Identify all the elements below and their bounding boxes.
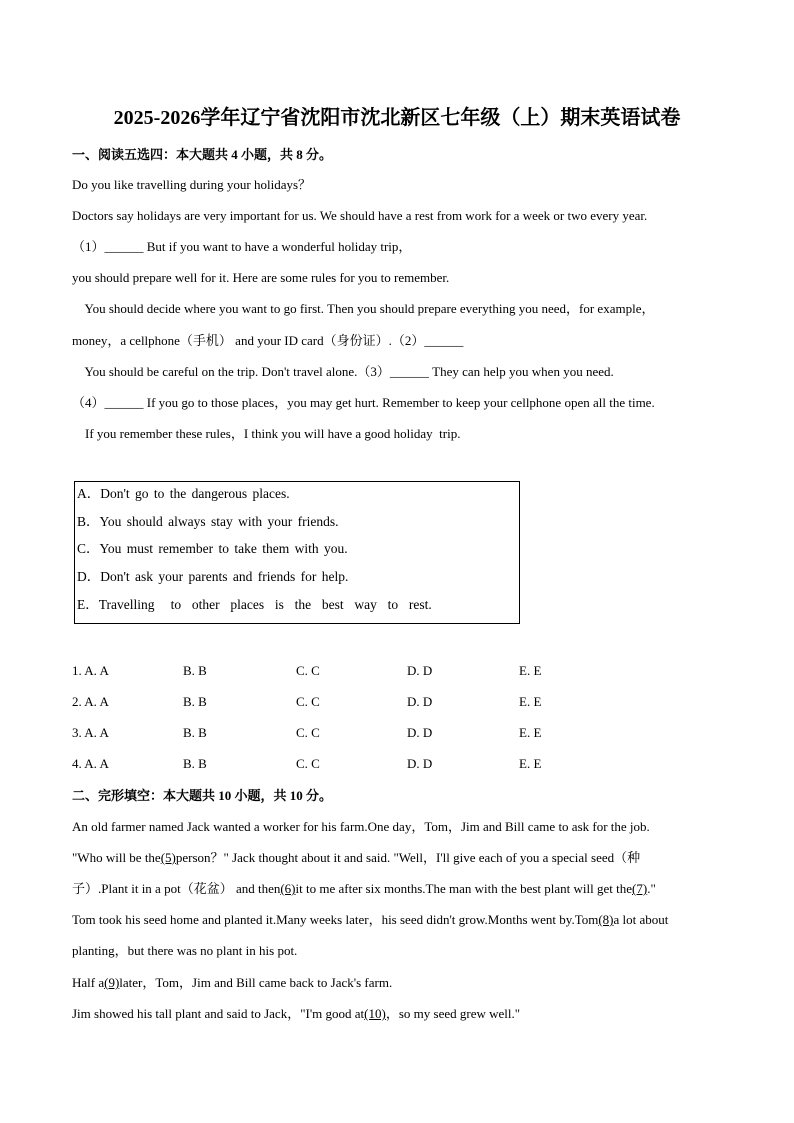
blank-7[interactable]: (7) (632, 881, 648, 896)
passage-line: An old farmer named Jack wanted a worker for his farm.One day，Tom，Jim and Bill came to ask for the job. (72, 819, 650, 834)
passage-line: Jim showed his tall plant and said to Jack，"I'm good at(10)，so my seed grew well." (72, 1006, 521, 1021)
choice-c[interactable]: C. C (296, 694, 320, 709)
blank-10[interactable]: (10) (364, 1006, 386, 1021)
choice-c[interactable]: C. C (296, 756, 320, 771)
passage-line: you should prepare well for it. Here are some rules for you to remember. (72, 270, 450, 285)
option-d: D．Don't ask your parents and friends for help. (77, 569, 349, 584)
choice-e[interactable]: E. E (519, 663, 542, 678)
passage-line: "Who will be the(5)person？" Jack thought about it and said. "Well，I'll give each of you a special seed（种 (72, 850, 641, 865)
question-row (72, 755, 632, 773)
passage-line: You should decide where you want to go first. Then you should prepare everything you need，for example， (72, 301, 655, 316)
choice-c[interactable]: C. C (296, 663, 320, 678)
blank-9[interactable]: (9) (104, 975, 120, 990)
choice-b[interactable]: B. B (183, 694, 207, 709)
passage-line: Doctors say holidays are very important for us. We should have a rest from work for a week or two every year. (72, 208, 648, 223)
blank-6[interactable]: (6) (280, 881, 296, 896)
choice-b[interactable]: B. B (183, 725, 207, 740)
choice-a[interactable]: 4. A. A (72, 756, 109, 771)
passage-line: 子）.Plant it in a pot（花盆） and then(6)it to me after six months.The man with the best plant will get the(7)." (72, 881, 656, 896)
question-row (72, 693, 632, 711)
choice-d[interactable]: D. D (407, 694, 433, 709)
page-title: 2025-2026学年辽宁省沈阳市沈北新区七年级（上）期末英语试卷 (113, 107, 681, 129)
choice-d[interactable]: D. D (407, 725, 433, 740)
choice-a[interactable]: 3. A. A (72, 725, 109, 740)
question-row (72, 724, 632, 742)
option-e: E．Travelling to other places is the best way to rest. (77, 597, 432, 612)
passage-line: （4）______ If you go to those places，you may get hurt. Remember to keep your cellphone open all the time. (72, 395, 655, 410)
passage-line: Tom took his seed home and planted it.Many weeks later，his seed didn't grow.Months went by.Tom(8)a lot about (72, 912, 669, 927)
choice-e[interactable]: E. E (519, 694, 542, 709)
section-heading-cloze: 二、完形填空：本大题共 10 小题，共 10 分。 (72, 788, 333, 803)
passage-line: Half a(9)later，Tom，Jim and Bill came back to Jack's farm. (72, 975, 393, 990)
option-c: C．You must remember to take them with you. (77, 541, 348, 556)
passage-line: planting，but there was no plant in his pot. (72, 943, 298, 958)
options-box (74, 481, 520, 624)
section-heading-reading: 一、阅读五选四：本大题共 4 小题，共 8 分。 (72, 147, 333, 162)
choice-d[interactable]: D. D (407, 756, 433, 771)
choice-d[interactable]: D. D (407, 663, 433, 678)
blank-5[interactable]: (5) (160, 850, 176, 865)
question-row (72, 662, 632, 680)
option-a: A．Don't go to the dangerous places. (77, 486, 290, 501)
passage-line: Do you like travelling during your holidays？ (72, 177, 312, 192)
passage-line: （1）______ But if you want to have a wonderful holiday trip， (72, 239, 412, 254)
passage-line: You should be careful on the trip. Don't travel alone.（3）______ They can help you when you need. (72, 364, 614, 379)
passage-line: If you remember these rules，I think you will have a good holiday trip. (72, 426, 461, 441)
blank-8[interactable]: (8) (598, 912, 614, 927)
option-b: B．You should always stay with your friends. (77, 514, 339, 529)
choice-b[interactable]: B. B (183, 756, 207, 771)
choice-c[interactable]: C. C (296, 725, 320, 740)
passage-line: money，a cellphone（手机） and your ID card（身份证）.（2）______ (72, 333, 464, 348)
choice-a[interactable]: 1. A. A (72, 663, 109, 678)
choice-a[interactable]: 2. A. A (72, 694, 109, 709)
choice-e[interactable]: E. E (519, 725, 542, 740)
choice-b[interactable]: B. B (183, 663, 207, 678)
choice-e[interactable]: E. E (519, 756, 542, 771)
